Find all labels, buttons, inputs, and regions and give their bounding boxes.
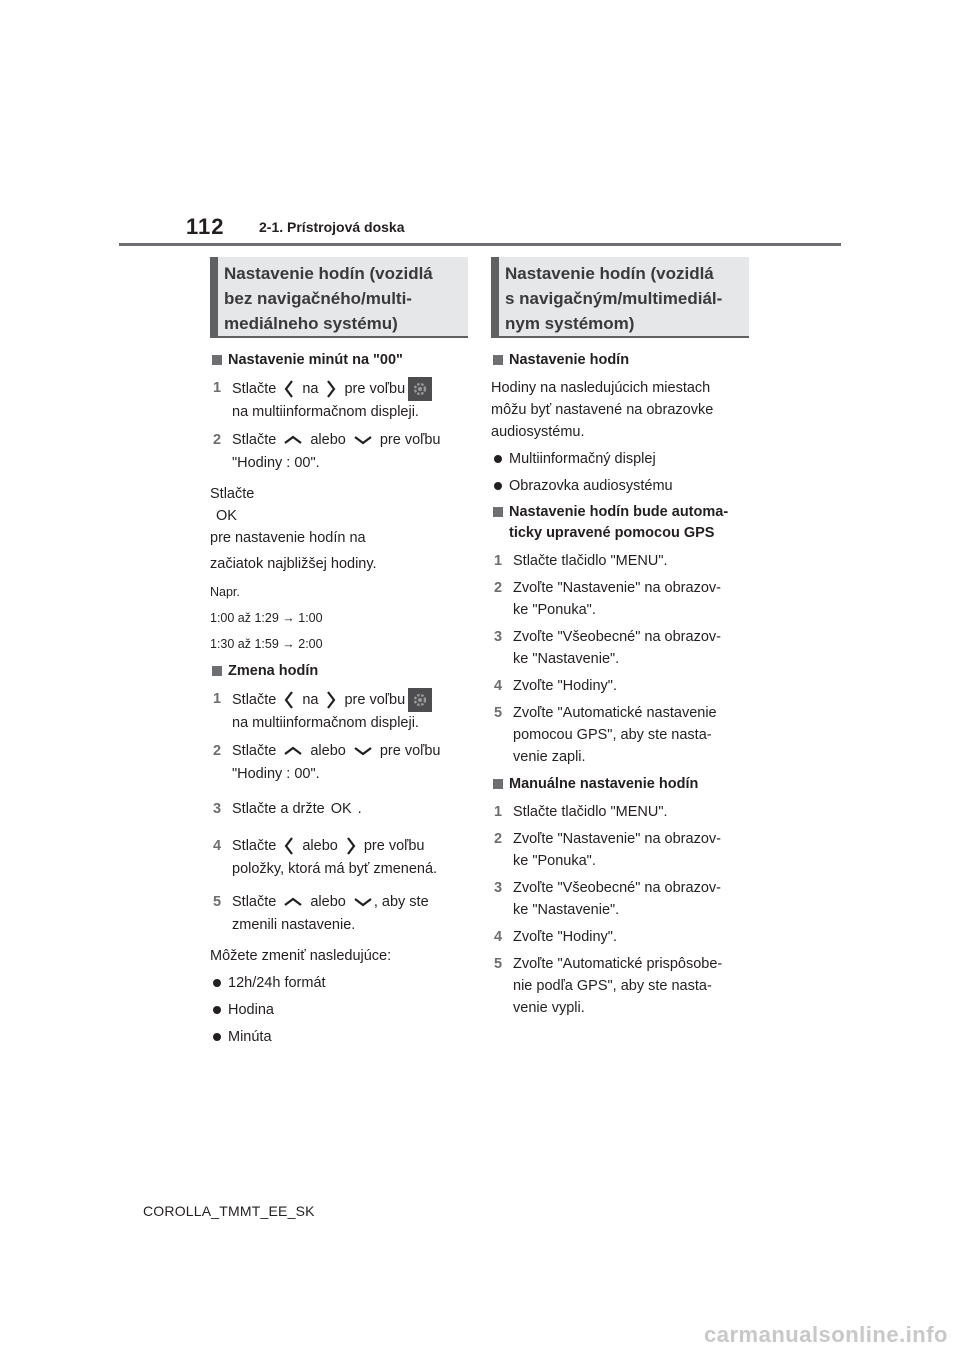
chevron-left-icon [284, 691, 294, 709]
subheading-change-hours: Zmena hodín [210, 661, 468, 682]
bullet-audio-screen: Obrazovka audiosystému [491, 475, 749, 497]
step-2-5: 5 Stlačte alebo , aby ste zmenili nastavenie. [213, 894, 429, 933]
gear-icon [408, 688, 432, 712]
ok-paragraph: Stlačte OK pre nastavenie hodín na začiatok najbližšej hodiny. [210, 483, 468, 575]
bullet-hour: Hodina [210, 999, 468, 1021]
section-title: 2-1. Prístrojová doska [259, 219, 405, 235]
step-2-2: 2 Stlačte alebo pre voľbu "Hodiny : 00". [213, 743, 441, 782]
left-heading-box [210, 257, 468, 338]
step-item: 4 Zvoľte "Hodiny". [494, 929, 617, 945]
right-heading-line-3: nym systémom) [505, 314, 635, 333]
subheading-auto-gps: Nastavenie hodín bude automa- ticky upravené pomocou GPS [491, 502, 749, 544]
left-column [210, 257, 468, 1053]
step-item: 5 Zvoľte "Automatické nastavenie pomocou GPS", aby ste nasta- venie zapli. [494, 705, 717, 765]
chevron-left-icon [284, 380, 294, 398]
step-item: 3 Zvoľte "Všeobecné" na obrazov- ke "Nastavenie". [494, 629, 721, 667]
chevron-right-icon [346, 837, 356, 855]
left-heading-line-3: mediálneho systému) [224, 314, 398, 333]
watermark: carmanualsonline.info [704, 1322, 948, 1347]
step-2-4: 4 Stlačte alebo pre voľbu položky, ktorá má byť zmenená. [213, 838, 438, 877]
chevron-down-icon [354, 746, 372, 756]
header-rule [119, 243, 841, 246]
bullet-multi-info-display: Multiinformačný displej [491, 448, 749, 470]
step-item: 1 Stlačte tlačidlo "MENU". [494, 553, 668, 569]
bullet-minute: Minúta [210, 1026, 468, 1048]
step-2-1: 1 Stlačte na pre voľbu na multiinformačnom displeji. [210, 688, 468, 735]
ok-button-glyph: OK [216, 508, 237, 524]
step-item: 5 Zvoľte "Automatické prispôsobe- nie podľa GPS", aby ste nasta- venie vypli. [494, 956, 723, 1016]
right-heading-line-1: Nastavenie hodín (vozidlá [505, 264, 714, 283]
chevron-right-icon [326, 380, 336, 398]
right-column [491, 257, 749, 1024]
left-heading-line-2: bez navigačného/multi- [224, 289, 412, 308]
step-1-2: 2 Stlačte alebo pre voľbu "Hodiny : 00". [213, 432, 441, 471]
right-heading-line-2: s navigačným/multimediál- [505, 289, 723, 308]
chevron-right-icon [326, 691, 336, 709]
step-item: 2 Zvoľte "Nastavenie" na obrazov- ke "Ponuka". [494, 580, 721, 618]
gear-icon [408, 377, 432, 401]
example-label: Napr. [210, 585, 240, 599]
right-heading-box [491, 257, 749, 338]
subheading-manual: Manuálne nastavenie hodín [491, 774, 749, 795]
step-item: 3 Zvoľte "Všeobecné" na obrazov- ke "Nastavenie". [494, 880, 721, 918]
can-change-paragraph: Môžete zmeniť nasledujúce: [210, 948, 392, 964]
chevron-up-icon [284, 897, 302, 907]
step-item: 1 Stlačte tlačidlo "MENU". [494, 804, 668, 820]
step-1-1: 1 Stlačte na pre voľbu na multiinformačnom displeji. [210, 377, 468, 424]
manual-steps-list [491, 801, 749, 1019]
chevron-up-icon [284, 746, 302, 756]
auto-steps-list [491, 550, 749, 768]
subheading-clock-setting: Nastavenie hodín [491, 350, 749, 371]
chevron-left-icon [284, 837, 294, 855]
subheading-minutes: Nastavenie minút na "00" [210, 350, 468, 371]
locations-paragraph: Hodiny na nasledujúcich miestach môžu byť nastavené na obrazovke audiosystému. [491, 380, 714, 440]
step-item: 2 Zvoľte "Nastavenie" na obrazov- ke "Ponuka". [494, 831, 721, 869]
chevron-up-icon [284, 435, 302, 445]
bullet-12-24h: 12h/24h formát [210, 972, 468, 994]
chevron-down-icon [354, 897, 372, 907]
example-2: 1:30 až 1:59 → 2:00 [210, 637, 323, 651]
left-heading-line-1: Nastavenie hodín (vozidlá [224, 264, 433, 283]
page-number: 112 [186, 214, 225, 239]
ok-button-glyph: OK [330, 801, 352, 817]
chevron-down-icon [354, 435, 372, 445]
step-2-3: 3 Stlačte a držte OK . [210, 798, 468, 821]
step-item: 4 Zvoľte "Hodiny". [494, 678, 617, 694]
example-1: 1:00 až 1:29 → 1:00 [210, 611, 323, 625]
document-code: COROLLA_TMMT_EE_SK [143, 1203, 315, 1219]
